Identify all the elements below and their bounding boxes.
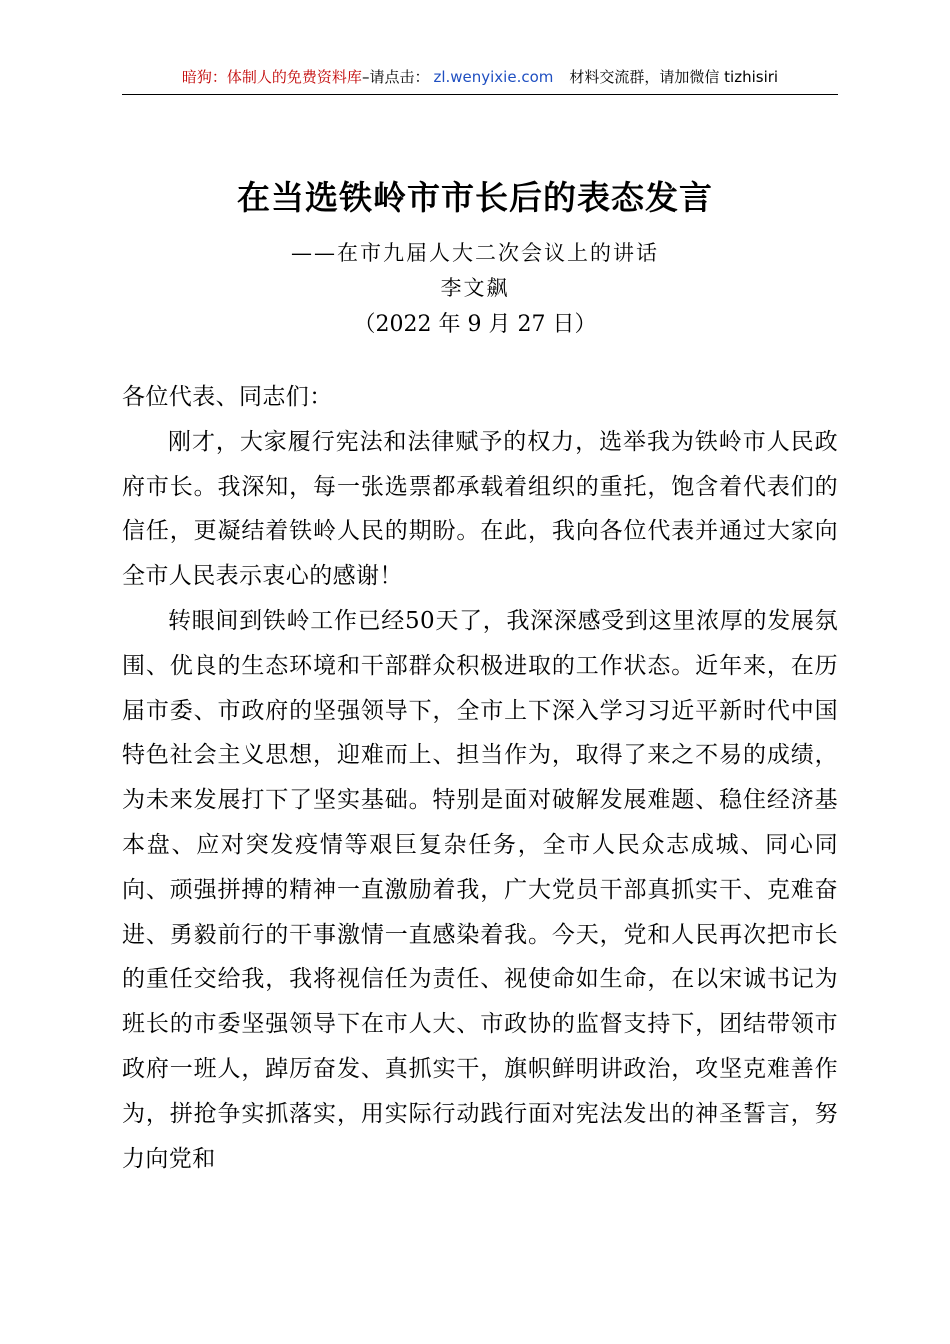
- header-brand: 暗狗：体制人的免费资料库: [181, 68, 362, 86]
- paragraph: 刚才，大家履行宪法和法律赋予的权力，选举我为铁岭市人民政府市长。我深知，每一张选票都承载着组织的重托，饱含着代表们的信任，更凝结着铁岭人民的期盼。在此，我向各位代表并通过大家向全市人民表示衷心的感谢！: [122, 428, 838, 590]
- document-subtitle: ——在市九届人大二次会议上的讲话: [291, 241, 659, 265]
- document-title: 在当选铁岭市市长后的表态发言: [237, 178, 713, 217]
- header-link[interactable]: zl.wenyixie.com: [433, 68, 554, 86]
- document-body: [122, 375, 838, 1181]
- paragraph: 转眼间到铁岭工作已经50天了，我深深感受到这里浓厚的发展氛围、优良的生态环境和干部群众积极进取的工作状态。近年来，在历届市委、市政府的坚强领导下，全市上下深入学习习近平新时代中国特色社会主义思想，迎难而上、担当作为，取得了来之不易的成绩，为未来发展打下了坚实基础。特别是面对破解发展难题、稳住经济基本盘、应对突发疫情等艰巨复杂任务，全市人民众志成城、同心同向、顽强拼搏的精神一直激励着我，广大党员干部真抓实干、克难奋进、勇毅前行的干事激情一直感染着我。今天，党和人民再次把市长的重任交给我，我将视信任为责任、视使命如生命，在以宋诚书记为班长的市委坚强领导下在市人大、市政协的监督支持下，团结带领市政府一班人，踔厉奋发、真抓实干，旗帜鲜明讲政治，攻坚克难善作为，拼抢争实抓落实，用实际行动践行面对宪法发出的神圣誓言，努力向党和: [122, 607, 838, 1172]
- document-author: 李文飙: [440, 276, 510, 300]
- document-date: （2022 年 9 月 27 日）: [353, 312, 597, 337]
- greeting: 各位代表、同志们：: [122, 384, 333, 410]
- page-header: [122, 66, 838, 95]
- header-separator: –请点击：: [361, 68, 430, 86]
- header-note: 材料交流群，请加微信 tizhisiri: [569, 68, 779, 86]
